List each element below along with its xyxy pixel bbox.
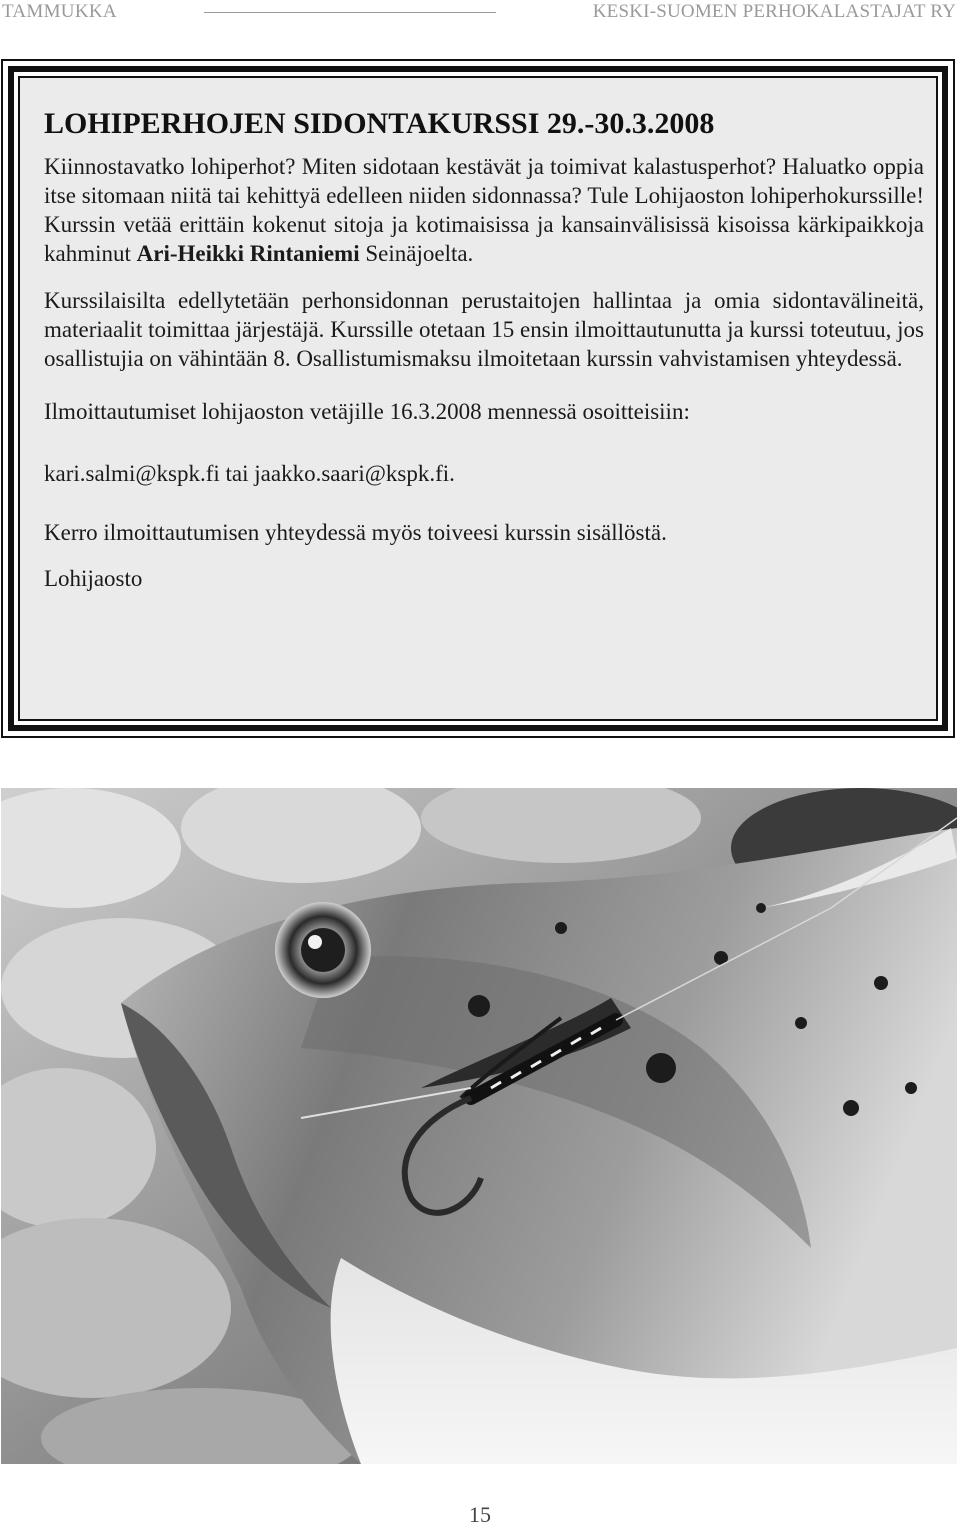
- course-title: LOHIPERHOJEN SIDONTAKURSSI 29.-30.3.2008: [44, 107, 715, 140]
- header-rule: [204, 12, 496, 13]
- notice-border: [8, 66, 948, 731]
- intro-text: Kiinnostavatko lohiperhot? Miten sidotaan kestävät ja toimivat kalastusperhot? Haluatko oppia itse sitomaan niitä tai kehittyä edelleen niiden sidonnassa? Tule Lohijaoston lohiperhokurssille! Kurssin vetää erittäin kokenut sitoja ja kotimaisissa ja kansainvälisissä kisoissa kärkipaikkoja kahminut: [44, 154, 924, 266]
- notice-panel: [18, 76, 938, 721]
- contact-emails: kari.salmi@kspk.fi tai jaakko.saari@kspk.fi.: [44, 461, 455, 486]
- requirements-paragraph: Kurssilaisilta edellytetään perhonsidonnan perustaitojen hallintaa ja omia sidontavälineitä, materiaalit toimittaa järjestäjä. Kurssille otetaan 15 ensin ilmoittautunutta ja kurssi toteutuu, jos osallistujia on vähintään 8. Osallistumismaksu ilmoitetaan kurssin vahvistamisen yhteydessä.: [44, 288, 924, 371]
- instructor-name: Ari-Heikki Rintaniemi: [136, 241, 360, 266]
- salmon-fly-photo: [1, 788, 957, 1464]
- signature: Lohijaosto: [44, 566, 143, 591]
- running-header: [0, 0, 960, 26]
- registration-paragraph: Ilmoittautumiset lohijaoston vetäjille 16.3.2008 mennessä osoitteisiin:: [44, 399, 690, 424]
- intro-paragraph: [44, 152, 924, 268]
- header-publication-name: TAMMUKKA: [2, 1, 117, 22]
- notice-box: [1, 59, 955, 738]
- wishes-paragraph: Kerro ilmoittautumisen yhteydessä myös toiveesi kurssin sisällöstä.: [44, 520, 667, 545]
- page-number: 15: [469, 1502, 491, 1527]
- intro-text-end: Seinäjoelta.: [359, 241, 474, 266]
- notice-content: [44, 106, 924, 593]
- header-club-name: KESKI-SUOMEN PERHOKALASTAJAT RY: [592, 1, 956, 22]
